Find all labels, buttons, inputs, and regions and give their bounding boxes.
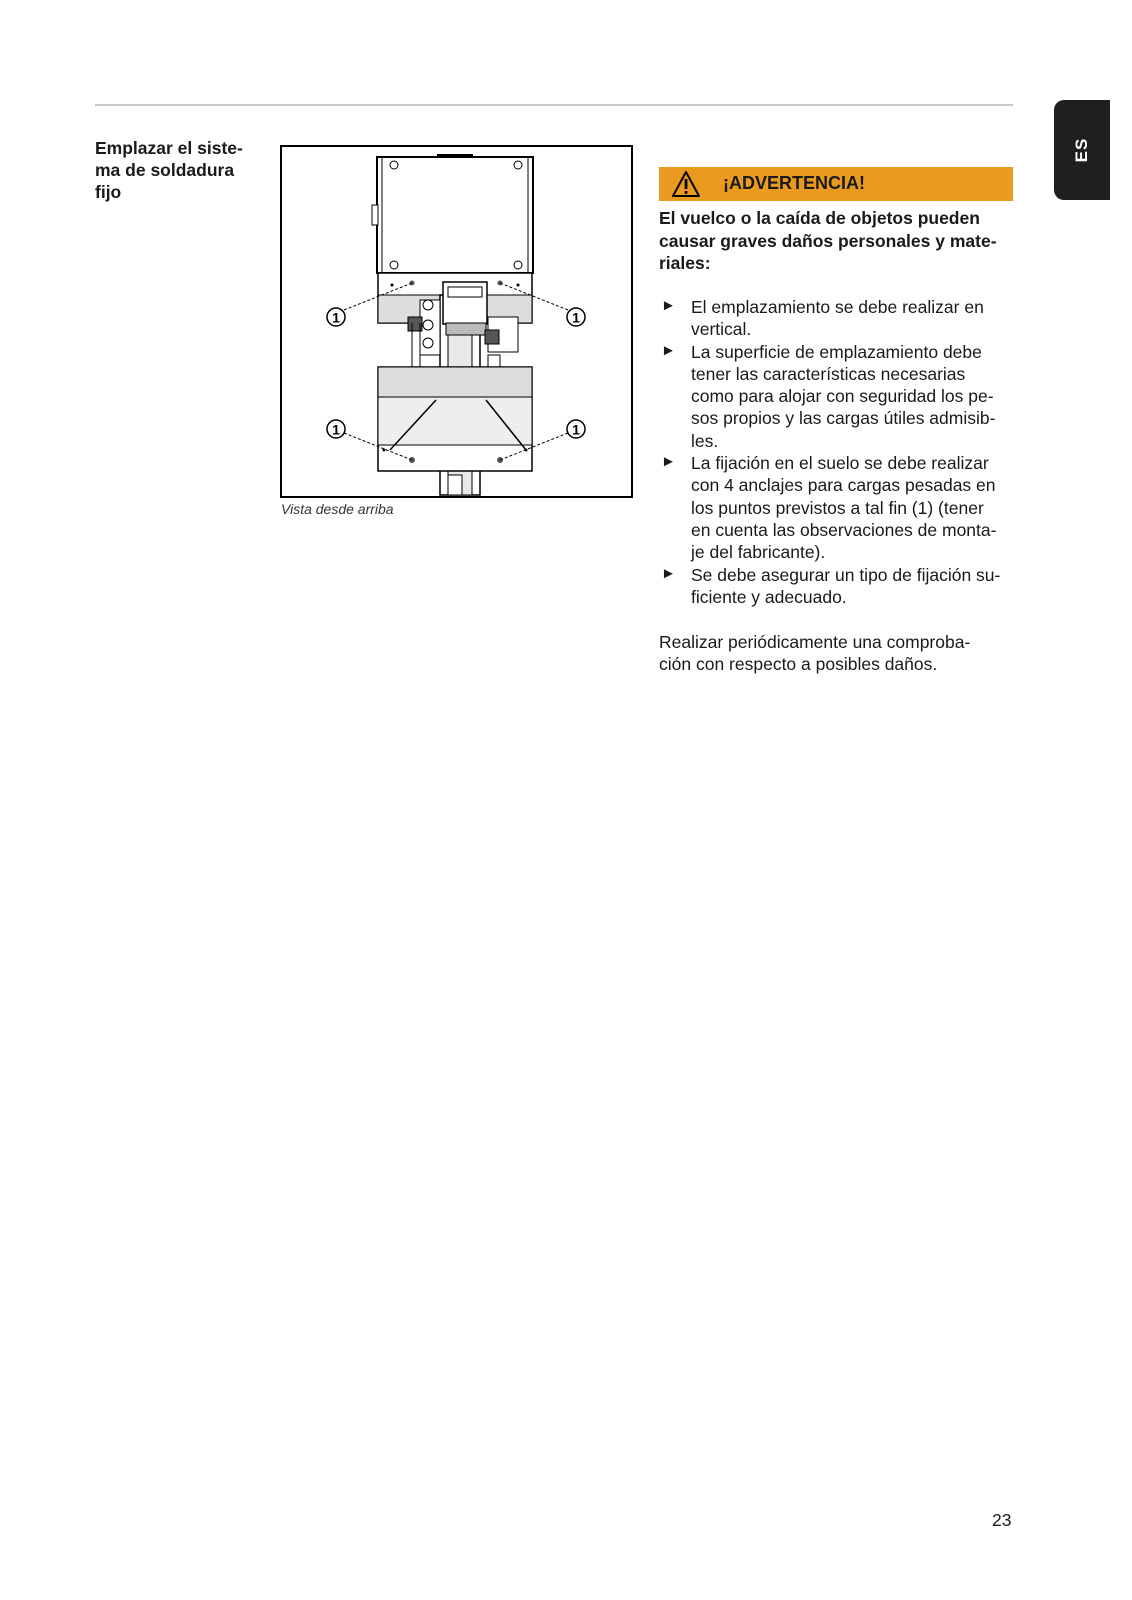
bullet-line: El emplazamiento se debe realizar en <box>691 297 984 317</box>
closing-paragraph <box>659 631 1019 676</box>
warning-heading-line: El vuelco o la caída de objetos pueden <box>659 208 980 228</box>
svg-text:1: 1 <box>572 309 580 326</box>
callout-1-top-left <box>327 308 345 326</box>
header-rule <box>95 104 1013 106</box>
warning-heading <box>659 207 1019 275</box>
bullet-item <box>659 452 1019 563</box>
bullet-line: La superficie de emplazamiento debe <box>691 341 982 362</box>
bullet-arrow-icon: ► <box>661 453 676 471</box>
callout-1-top-right <box>567 308 585 326</box>
svg-text:1: 1 <box>332 421 340 438</box>
closing-line: ción con respecto a posibles daños. <box>659 654 938 675</box>
warning-bullet-list <box>659 296 1019 608</box>
svg-text:1: 1 <box>332 309 340 326</box>
warning-heading-line: riales: <box>659 253 711 273</box>
bullet-line: La fijación en el suelo se debe realizar <box>691 453 989 474</box>
bullet-arrow-icon: ► <box>661 297 676 314</box>
bullet-line: Se debe asegurar un tipo de fijación su- <box>691 564 1001 585</box>
bullet-line: ficiente y adecuado. <box>691 586 847 607</box>
bullet-item <box>659 296 1019 341</box>
figure-caption: Vista desde arriba <box>281 501 394 517</box>
bullet-line: vertical. <box>691 319 752 340</box>
bullet-line: sos propios y las cargas útiles admisib- <box>691 408 996 429</box>
section-title <box>95 137 265 203</box>
bullet-line: les. <box>691 430 719 451</box>
svg-text:1: 1 <box>572 421 580 438</box>
section-title-line: ma de soldadura <box>95 160 235 180</box>
bullet-arrow-icon: ► <box>661 341 676 359</box>
callout-1-bottom-left <box>327 420 345 438</box>
bullet-line: como para alojar con seguridad los pe- <box>691 386 994 407</box>
bullet-line: con 4 anclajes para cargas pesadas en <box>691 475 996 496</box>
warning-label: ¡ADVERTENCIA! <box>723 173 865 193</box>
bullet-line: en cuenta las observaciones de monta- <box>691 519 997 540</box>
closing-line: Realizar periódicamente una comproba- <box>659 632 971 652</box>
welding-system-drawing <box>280 145 633 498</box>
warning-triangle-icon <box>671 170 701 198</box>
language-tab <box>1054 100 1110 200</box>
bullet-line: je del fabricante). <box>691 542 826 563</box>
bullet-line: tener las características necesarias <box>691 363 966 384</box>
callout-1-bottom-right <box>567 420 585 438</box>
section-title-line: Emplazar el siste- <box>95 138 243 158</box>
bullet-item <box>659 564 1019 609</box>
bullet-arrow-icon: ► <box>661 564 676 582</box>
top-view-figure <box>280 145 633 498</box>
page-number: 23 <box>992 1510 1012 1530</box>
warning-heading-line: causar graves daños personales y mate- <box>659 230 997 251</box>
warning-bar <box>659 167 1013 201</box>
language-tab-label: ES <box>1072 137 1091 163</box>
bullet-item <box>659 341 1019 452</box>
section-title-line: fijo <box>95 182 122 202</box>
bullet-line: los puntos previstos a tal fin (1) (tener <box>691 497 984 518</box>
